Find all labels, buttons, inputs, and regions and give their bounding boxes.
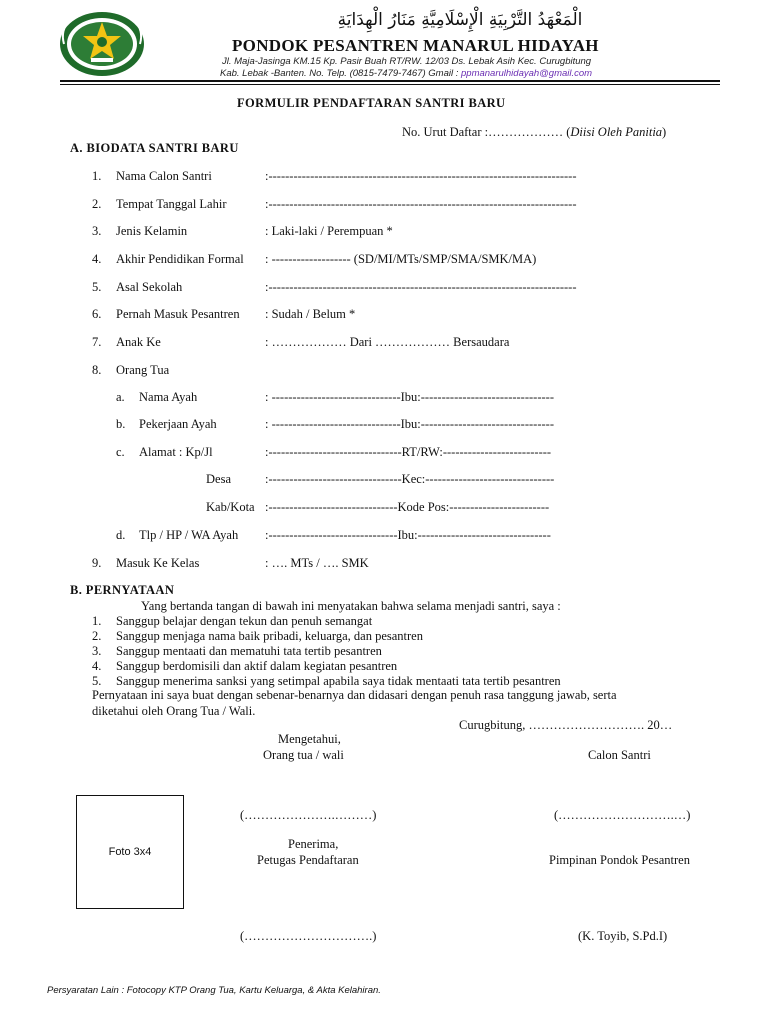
header-rule-thick: [60, 80, 720, 82]
head-name: (K. Toyib, S.Pd.I): [578, 929, 668, 943]
arabic-school-name: الْمَعْهَدُ التَّرْبِيَةِ الْإِسْلَامِيَّةِ مَنَارُ الْهِدَايَةِ: [337, 10, 583, 30]
statement-item: Sanggup menjaga nama baik pribadi, keluarga, dan pesantren: [116, 629, 423, 643]
registration-number: No. Urut Daftar :……………… (Diisi Oleh Panitia): [402, 125, 667, 139]
address-line-1: Jl. Maja-Jasinga KM.15 Kp. Pasir Buah RT/RW. 12/03 Ds. Lebak Asih Kec. Curugbitung: [222, 56, 592, 67]
student-signature-blank[interactable]: (……………………….…): [554, 808, 691, 822]
parent-signature-blank[interactable]: (………………….………): [240, 808, 377, 822]
biodata-row-label: Asal Sekolah: [116, 280, 183, 294]
school-logo: [58, 10, 146, 78]
biodata-row-label: Anak Ke: [116, 335, 161, 349]
phone-field[interactable]: :-------------------------------Ibu:--------------------------------: [265, 528, 551, 542]
parent-c-num: c.: [116, 445, 125, 459]
biodata-row-num: 7.: [92, 335, 102, 349]
village-label: Desa: [206, 472, 231, 486]
closing-line-2: diketahui oleh Orang Tua / Wali.: [92, 704, 256, 718]
father-job-field[interactable]: : -------------------------------Ibu:--------------------------------: [265, 417, 554, 431]
statement-item-num: 2.: [92, 629, 102, 643]
regency-label: Kab/Kota: [206, 500, 255, 514]
address-street-field[interactable]: :--------------------------------RT/RW:--------------------------: [265, 445, 552, 459]
requirements-note: Persyaratan Lain : Fotocopy KTP Orang Tua, Kartu Keluarga, & Akta Kelahiran.: [47, 985, 381, 996]
parent-b-label: Pekerjaan Ayah: [139, 417, 217, 431]
section-b-title: B. PERNYATAAN: [70, 583, 175, 597]
statement-item: Sanggup berdomisili dan aktif dalam kegiatan pesantren: [116, 659, 398, 673]
statement-item: Sanggup mentaati dan mematuhi tata tertib pesantren: [116, 644, 382, 658]
head-label: Pimpinan Pondok Pesantren: [549, 853, 690, 867]
biodata-row-field[interactable]: : ……………… Dari ……………… Bersaudara: [265, 335, 510, 349]
section-a-title: A. BIODATA SANTRI BARU: [70, 141, 239, 155]
photo-box: [76, 795, 184, 909]
class-label: Masuk Ke Kelas: [116, 556, 200, 570]
biodata-row-field[interactable]: : Sudah / Belum *: [265, 307, 356, 321]
biodata-row-label: Akhir Pendidikan Formal: [116, 252, 244, 266]
biodata-row-label: Pernah Masuk Pesantren: [116, 307, 240, 321]
class-field[interactable]: : …. MTs / …. SMK: [265, 556, 369, 570]
student-signature-label: Calon Santri: [588, 748, 651, 762]
form-title: FORMULIR PENDAFTARAN SANTRI BARU: [237, 96, 506, 110]
biodata-row-num: 4.: [92, 252, 102, 266]
closing-line-1: Pernyataan ini saya buat dengan sebenar-benarnya dan didasari dengan penuh rasa tanggung jawab, serta: [92, 688, 617, 702]
regency-field[interactable]: :-------------------------------Kode Pos:------------------------: [265, 500, 550, 514]
parent-c-label: Alamat : Kp/Jl: [139, 445, 213, 459]
header-rule-thin: [60, 84, 720, 85]
village-field[interactable]: :--------------------------------Kec:-------------------------------: [265, 472, 555, 486]
biodata-row-num: 6.: [92, 307, 102, 321]
parent-d-num: d.: [116, 528, 126, 542]
biodata-row-field[interactable]: : ------------------- (SD/MI/MTs/SMP/SMA/SMK/MA): [265, 252, 537, 266]
receiver-label: Penerima,: [288, 837, 339, 851]
biodata-row-field[interactable]: :--------------------------------------------------------------------------: [265, 197, 577, 211]
biodata-row-num: 1.: [92, 169, 102, 183]
biodata-row-num: 8.: [92, 363, 102, 377]
statement-item-num: 3.: [92, 644, 102, 658]
statement-item: Sanggup belajar dengan tekun dan penuh semangat: [116, 614, 373, 628]
parent-a-label: Nama Ayah: [139, 390, 198, 404]
statement-intro: Yang bertanda tangan di bawah ini menyatakan bahwa selama menjadi santri, saya :: [141, 599, 561, 613]
school-name: PONDOK PESANTREN MANARUL HIDAYAH: [232, 36, 599, 55]
biodata-row-num: 2.: [92, 197, 102, 211]
father-name-field[interactable]: : -------------------------------Ibu:--------------------------------: [265, 390, 554, 404]
address-line-2: Kab. Lebak -Banten. No. Telp. (0815-7479-7467) Gmail : ppmanarulhidayah@gmail.com: [220, 68, 593, 79]
biodata-row-num: 3.: [92, 224, 102, 238]
email-link[interactable]: ppmanarulhidayah@gmail.com: [461, 68, 593, 79]
biodata-row-label: Tempat Tanggal Lahir: [116, 197, 227, 211]
class-num: 9.: [92, 556, 102, 570]
statement-item: Sanggup menerima sanksi yang setimpal apabila saya tidak mentaati tata tertib pesantren: [116, 674, 561, 688]
biodata-row-label: Orang Tua: [116, 363, 170, 377]
biodata-row-field[interactable]: :--------------------------------------------------------------------------: [265, 169, 577, 183]
parent-d-label: Tlp / HP / WA Ayah: [139, 528, 239, 542]
statement-item-num: 4.: [92, 659, 102, 673]
parent-signature-label: Orang tua / wali: [263, 748, 344, 762]
parent-b-num: b.: [116, 417, 126, 431]
biodata-row-label: Nama Calon Santri: [116, 169, 212, 183]
parent-a-num: a.: [116, 390, 125, 404]
known-by-label: Mengetahui,: [278, 732, 341, 746]
statement-item-num: 1.: [92, 614, 102, 628]
photo-label: Foto 3x4: [108, 846, 152, 858]
statement-item-num: 5.: [92, 674, 102, 688]
registrar-label: Petugas Pendaftaran: [257, 853, 359, 867]
biodata-row-field[interactable]: : Laki-laki / Perempuan *: [265, 224, 393, 238]
place-date: Curugbitung, ………………………. 20…: [459, 718, 673, 732]
biodata-row-label: Jenis Kelamin: [116, 224, 188, 238]
registrar-signature-blank[interactable]: (………………………….): [240, 929, 377, 943]
biodata-row-num: 5.: [92, 280, 102, 294]
biodata-row-field[interactable]: :--------------------------------------------------------------------------: [265, 280, 577, 294]
